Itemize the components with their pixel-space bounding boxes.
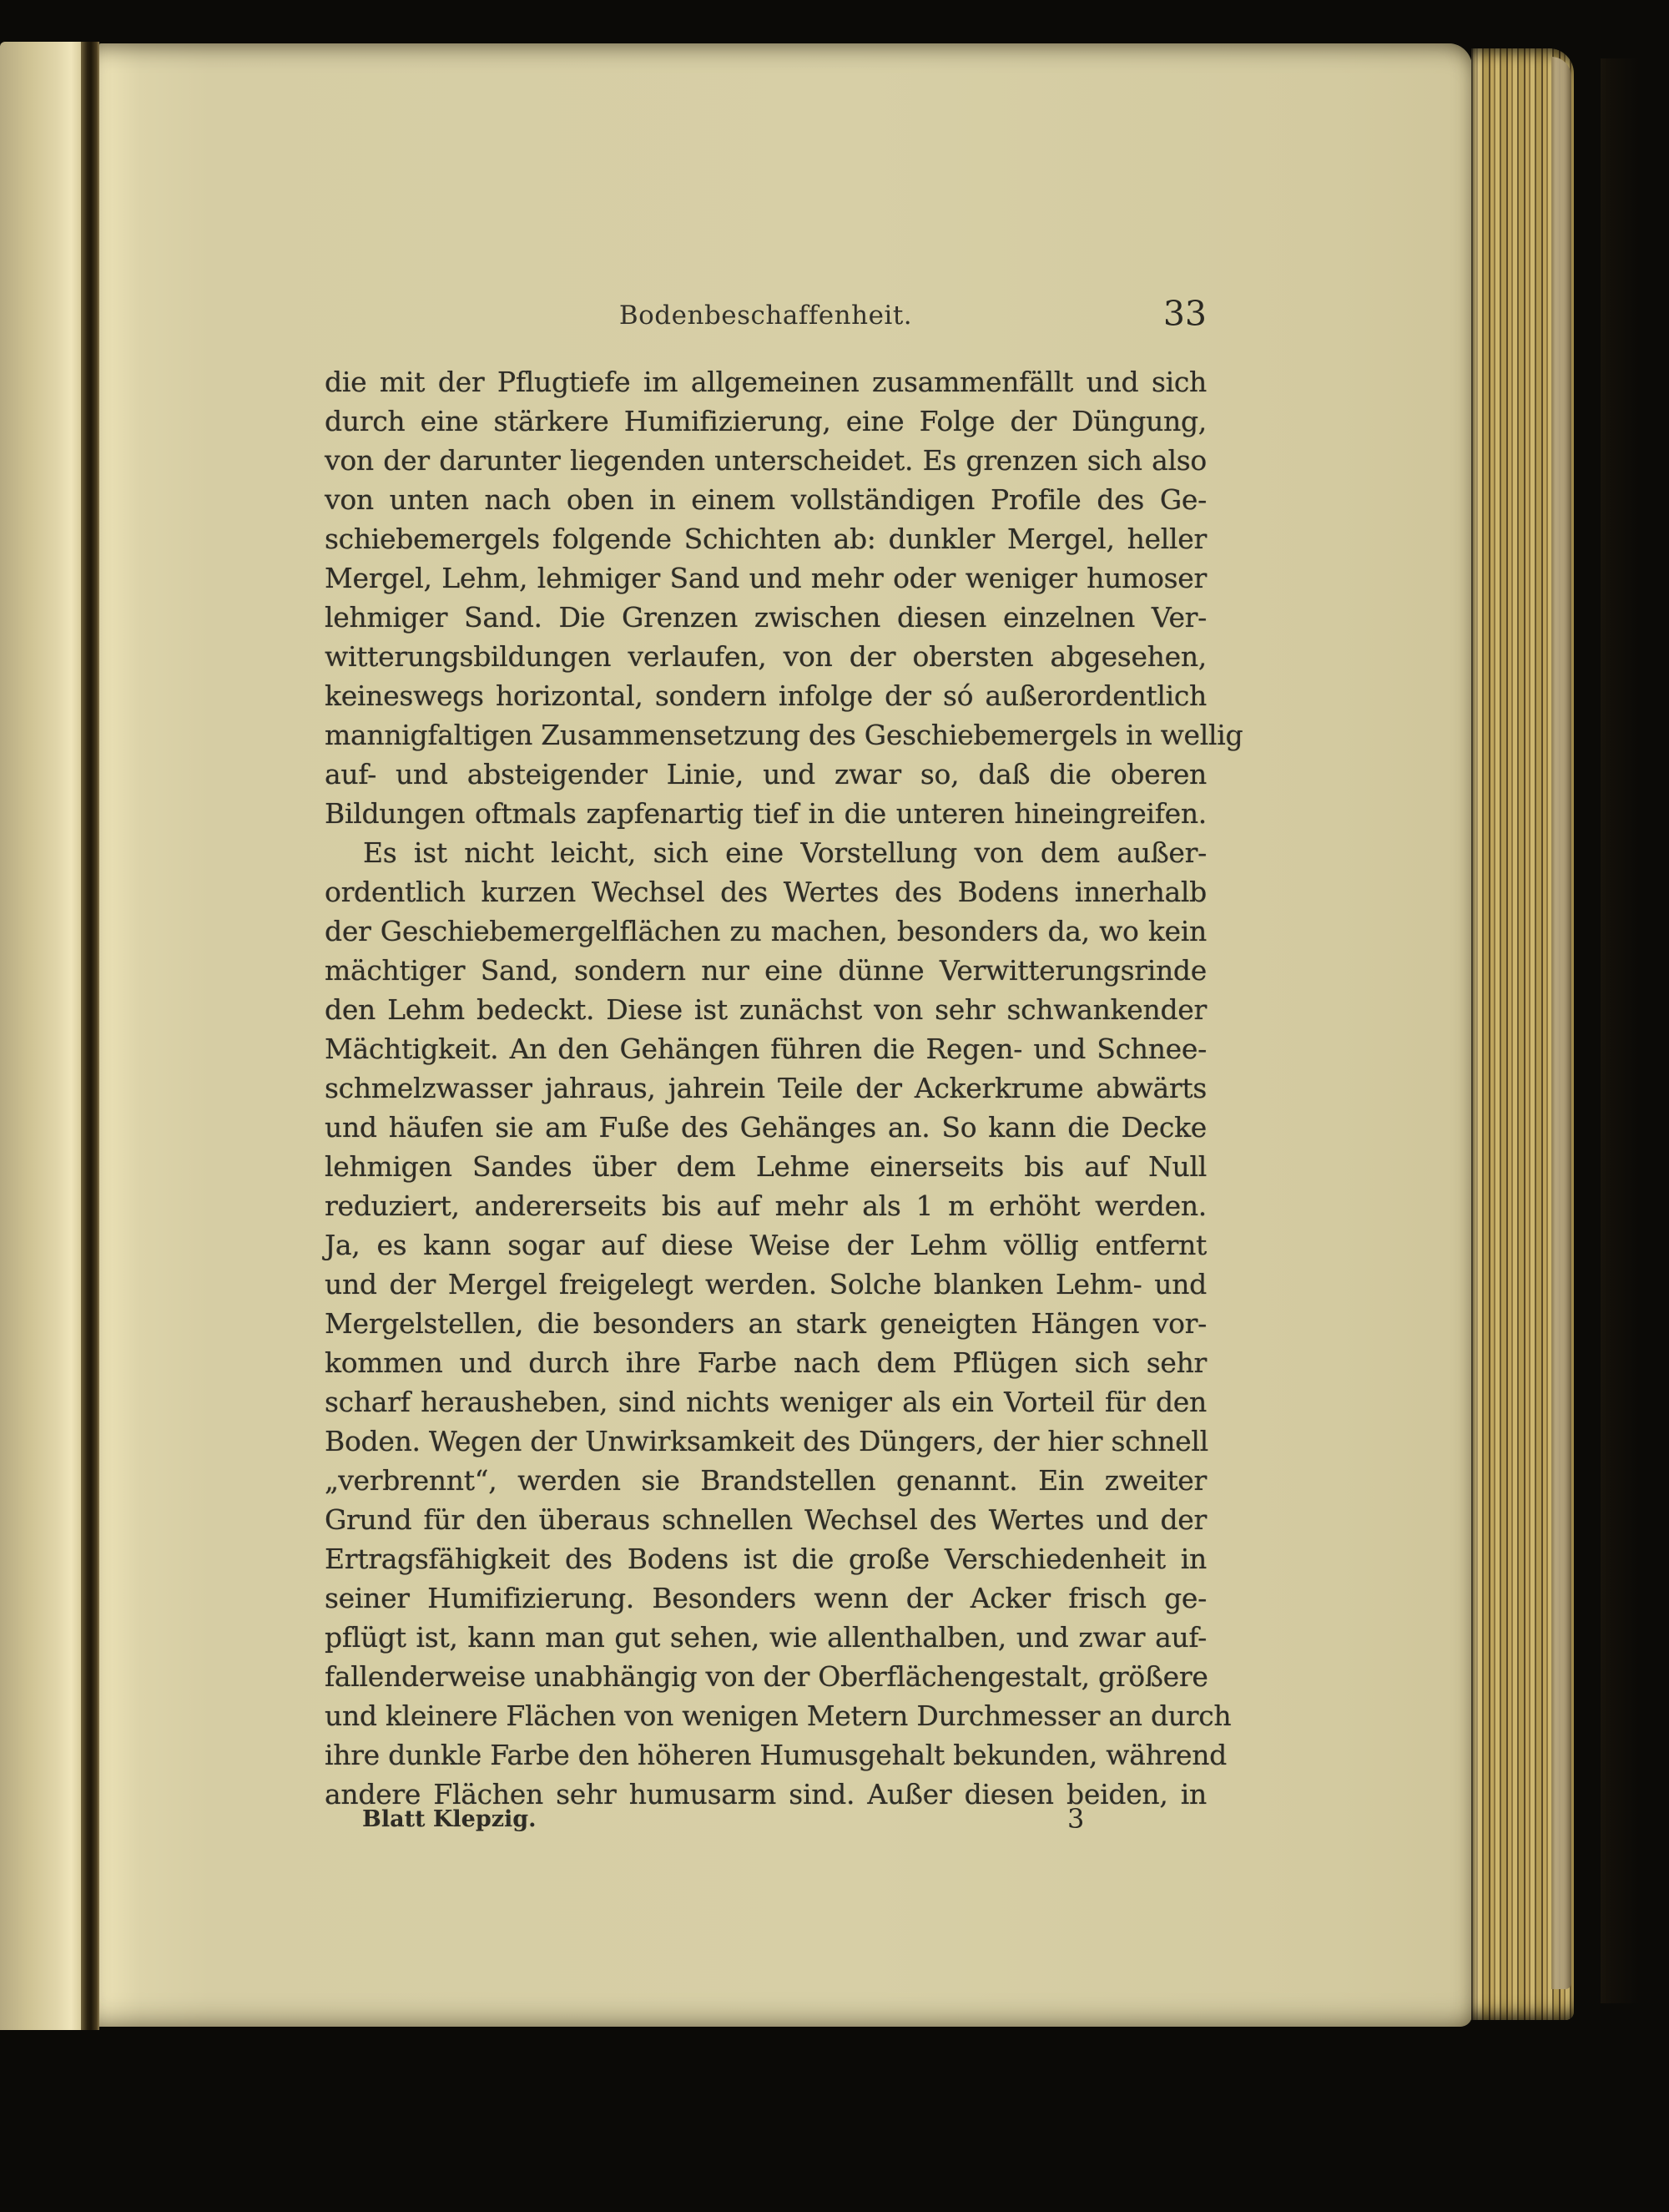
text-line: von unten nach oben in einem vollständigen Profile des Ge- [325, 483, 1207, 516]
page-number: 33 [1162, 294, 1207, 334]
facing-page-edge [0, 42, 81, 2030]
text-line: reduziert, andererseits bis auf mehr als 1 m erhöht werden. [325, 1189, 1207, 1222]
text-line: Mergelstellen, die besonders an stark geneigten Hängen vor- [325, 1307, 1207, 1340]
sheet-number: 3 [1067, 1803, 1085, 1835]
text-line: den Lehm bedeckt. Diese ist zunächst von sehr schwankender [325, 993, 1207, 1026]
text-line: schmelzwasser jahraus, jahrein Teile der Ackerkrume abwärts [325, 1072, 1207, 1104]
text-line: von der darunter liegenden unterscheidet. Es grenzen sich also [325, 444, 1207, 477]
running-title: Bodenbeschaffenheit. [618, 300, 913, 331]
text-line: kommen und durch ihre Farbe nach dem Pflügen sich sehr [325, 1346, 1207, 1379]
text-line: Mergel, Lehm, lehmiger Sand und mehr oder weniger humoser [325, 562, 1207, 594]
text-line: Mächtigkeit. An den Gehängen führen die Regen- und Schnee- [325, 1033, 1207, 1065]
text-line: die mit der Pflugtiefe im allgemeinen zusammenfällt und sich [325, 366, 1207, 398]
text-line: fallenderweise unabhängig von der Oberflächengestalt, größere [325, 1660, 1208, 1693]
page-edges-fore-edge [1471, 48, 1574, 2020]
book-cover-edge [1601, 58, 1639, 2003]
text-line: Es ist nicht leicht, sich eine Vorstellung von dem außer- [363, 836, 1207, 869]
text-line: und der Mergel freigelegt werden. Solche blanken Lehm- und [325, 1268, 1207, 1300]
text-line: der Geschiebemergelflächen zu machen, besonders da, wo kein [325, 915, 1207, 947]
text-line: Ertragsfähigkeit des Bodens ist die große Verschiedenheit in [325, 1543, 1207, 1575]
text-line: Ja, es kann sogar auf diese Weise der Lehm völlig entfernt [325, 1229, 1207, 1261]
text-line: ordentlich kurzen Wechsel des Wertes des Bodens innerhalb [325, 876, 1207, 908]
text-line: und kleinere Flächen von wenigen Metern Durchmesser an durch [325, 1699, 1232, 1732]
page-footer [325, 1803, 1207, 1840]
text-line: andere Flächen sehr humusarm sind. Außer diesen beiden, in [325, 1778, 1207, 1811]
text-line: Grund für den überaus schnellen Wechsel des Wertes und der [325, 1503, 1207, 1536]
text-line: auf- und absteigender Linie, und zwar so, daß die oberen [325, 758, 1207, 790]
sheet-signature: Blatt Klepzig. [362, 1806, 537, 1832]
text-line: und häufen sie am Fuße des Gehänges an. So kann die Decke [325, 1111, 1207, 1144]
text-line: keineswegs horizontal, sondern infolge der só außerordentlich [325, 679, 1207, 712]
text-line: „verbrennt“, werden sie Brandstellen genannt. Ein zweiter [325, 1464, 1207, 1497]
book-page [99, 43, 1472, 2027]
text-line: mannigfaltigen Zusammensetzung des Geschiebemergels in wellig [325, 719, 1243, 751]
text-line: lehmiger Sand. Die Grenzen zwischen diesen einzelnen Ver- [325, 601, 1207, 634]
text-line: pflügt ist, kann man gut sehen, wie allenthalben, und zwar auf- [325, 1621, 1207, 1654]
text-line: seiner Humifizierung. Besonders wenn der Acker frisch ge- [325, 1582, 1207, 1614]
body-text [325, 362, 1243, 1814]
text-line: ihre dunkle Farbe den höheren Humusgehalt bekunden, während [325, 1739, 1228, 1771]
text-line: Bildungen oftmals zapfenartig tief in die unteren hineingreifen. [325, 797, 1207, 830]
text-line: durch eine stärkere Humifizierung, eine Folge der Düngung, [325, 405, 1207, 437]
text-line: scharf herausheben, sind nichts weniger als ein Vorteil für den [325, 1386, 1207, 1418]
gutter-shadow [81, 42, 99, 2030]
text-line: Boden. Wegen der Unwirksamkeit des Düngers, der hier schnell [325, 1425, 1208, 1457]
text-line: schiebemergels folgende Schichten ab: dunkler Mergel, heller [325, 523, 1207, 555]
running-header [325, 294, 1207, 344]
text-line: lehmigen Sandes über dem Lehme einerseits bis auf Null [325, 1150, 1207, 1183]
text-line: witterungsbildungen verlaufen, von der obersten abgesehen, [325, 640, 1207, 673]
text-line: mächtiger Sand, sondern nur eine dünne Verwitterungsrinde [325, 954, 1207, 987]
